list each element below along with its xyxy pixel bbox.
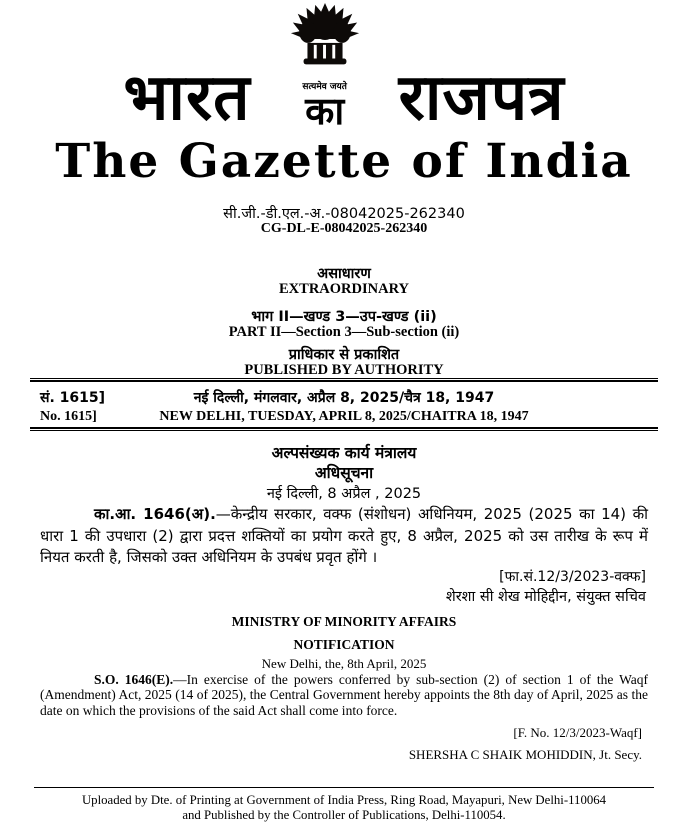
masthead-hindi-left: भारत: [123, 60, 251, 135]
emblem-column: [269, 2, 381, 132]
footer-rule: [34, 787, 654, 788]
ministry-heading-hindi: अल्पसंख्यक कार्य मंत्रालय: [271, 444, 417, 462]
file-number-hindi: [फा.सं.12/3/2023-वक्फ]: [499, 569, 646, 585]
issue-number-english: No. 1615]: [40, 409, 97, 424]
extraordinary-hindi: असाधारण: [317, 266, 371, 282]
masthead-hindi-middle: का: [305, 89, 345, 133]
emblem-motto: सत्यमेव जयते: [302, 82, 347, 92]
issue-number-hindi: सं. 1615]: [40, 390, 106, 406]
place-date-english: New Delhi, the, 8th April, 2025: [261, 656, 427, 671]
signature-hindi: शेरशा सी शेख मोहिद्दीन, संयुक्त सचिव: [445, 589, 646, 605]
footer-line-2: and Published by the Controller of Publications, Delhi-110054.: [182, 808, 506, 822]
registration-code-english: CG-DL-E-08042025-262340: [260, 221, 428, 236]
issue-date-english: NEW DELHI, TUESDAY, APRIL 8, 2025/CHAITRA 18, 1947: [159, 409, 529, 424]
file-number-english: [F. No. 12/3/2023-Waqf]: [513, 725, 642, 740]
signature-english: SHERSHA C SHAIK MOHIDDIN, Jt. Secy.: [408, 747, 642, 762]
notification-body-hindi: [40, 504, 648, 569]
part-section-hindi: भाग II—खण्ड 3—उप-खण्ड (ii): [251, 309, 437, 325]
registration-code-hindi: सी.जी.-डी.एल.-अ.-08042025-262340: [223, 206, 465, 222]
issue-row-english: [0, 409, 688, 425]
body-text-english: —In exercise of the powers conferred by sub-section (2) of section 1 of the Waqf (Amendment) Act, 2025 (14 of 2025), the Central Government hereby appoints the 8th day of April, 2025 as the date on which the provisions of the said Act shall come into force.: [40, 672, 648, 718]
issue-bar-bottom-rule: [30, 427, 658, 431]
part-section-english: PART II—Section 3—Sub-section (ii): [228, 324, 460, 340]
notification-body-english: [40, 672, 648, 718]
so-number-hindi: का.आ. 1646(अ).: [94, 505, 216, 523]
notification-heading-english: NOTIFICATION: [293, 637, 395, 652]
notification-heading-hindi: अधिसूचना: [314, 464, 374, 482]
issue-bar-top-rule: [30, 378, 658, 382]
issue-date-hindi: नई दिल्ली, मंगलवार, अप्रैल 8, 2025/चैत्र 18, 1947: [193, 390, 495, 406]
extraordinary-english: EXTRAORDINARY: [279, 281, 409, 297]
masthead-hindi-right: राजपत्र: [398, 60, 565, 135]
masthead: [0, 2, 688, 135]
body-text-hindi: —केन्द्रीय सरकार, वक्फ (संशोधन) अधिनियम, 2025 (2025 का 14) की धारा 1 की उपधारा (2) द्वारा प्रदत्त शक्तियों का प्रयोग करते हुए, 8 अप्रैल, 2025 को उस तारीख के रूप में नियत करती है, जिसको उक्त अधिनियम के उपबंध प्रवृत होंगे ।: [40, 505, 648, 566]
ashoka-lion-capital-icon: [281, 2, 369, 78]
issue-row-hindi: [0, 388, 688, 407]
place-date-hindi: नई दिल्ली, 8 अप्रैल , 2025: [266, 486, 422, 502]
footer-line-1: Uploaded by Dte. of Printing at Government of India Press, Ring Road, Mayapuri, New Delhi-110064: [81, 793, 607, 807]
authority-english: PUBLISHED BY AUTHORITY: [244, 362, 444, 378]
gazette-english-title: The Gazette of India: [55, 134, 633, 189]
authority-hindi: प्राधिकार से प्रकाशित: [288, 347, 400, 363]
so-number-english: S.O. 1646(E).: [94, 672, 174, 687]
ministry-heading-english: MINISTRY OF MINORITY AFFAIRS: [231, 614, 457, 629]
